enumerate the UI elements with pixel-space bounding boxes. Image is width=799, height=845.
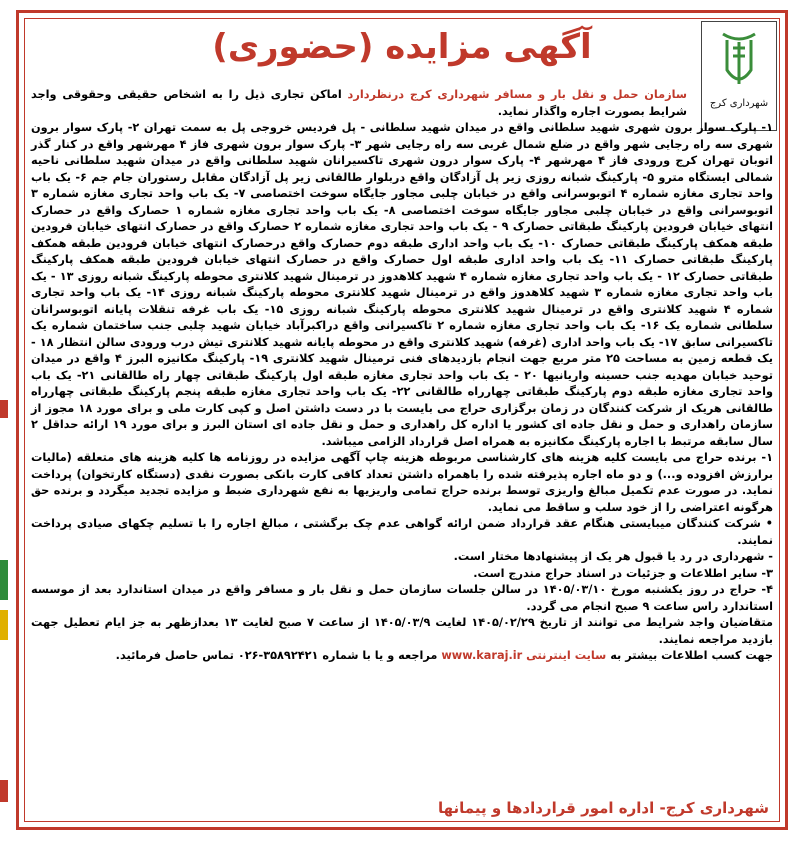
items-list: ۱- پارک سوار برون شهری شهید سلطانی واقع در میدان شهید سلطانی - پل فردیس خروجی پل به سمت تهران ۲- پارک سوار برون شهری سه راه رجایی شهر واقع در ضلع شمال غربی سه راه رجایی شهر ۳- پارک سوار برون شهری فاز ۴ مهرشهر واقع در کنار گذر اتوبان تهران کرج ورودی فاز ۴ مهرشهر ۴- پارک سوار درون شهری تاکسیرانان شهید سلطانی واقع در میدان شهید سلطانی ناحیه شمالی ایستگاه مترو ۵- پارکینگ شبانه روزی زیر پل آزادگان واقع دربلوار طالقانی زیر پل آزادگان مقابل رستوران جام جم ۶- یک باب واحد تجاری مغازه شماره ۴ اتوبوسرانی واقع در خیابان چلبی مجاور جایگاه سوخت اختصاصی ۷- یک باب واحد تجاری مغازه شماره ۳ اتوبوسرانی واقع در خیابان چلبی مجاور جایگاه سوخت اختصاصی ۸- یک باب واحد تجاری مغازه شماره ۱ حصارک واقع در حصارک انتهای خیابان فرودین پارکینگ طبقاتی حصارک ۹ - یک باب واحد تجاری مغازه شماره ۲ حصارک واقع در حصارک انتهای خیابان فرودین طبقه همکف پارکینگ طبقاتی حصارک ۱۰- یک باب واحد اداری طبقه دوم حصارک واقع درحصارک انتهای خیابان فرودین طبقه همکف پارکینگ طبقاتی حصارک ۱۱- یک باب واحد اداری طبقه اول حصارک واقع در حصارک انتهای خیابان فرودین طبقه همکف پارکینگ طبقاتی حصارک ۱۲ - یک باب واحد تجاری مغازه شماره ۴ شهید کلاهدوز در ترمینال شهید کلانتری محوطه پارکینگ شبانه روزی ۱۳ - یک باب واحد تجاری مغازه شماره ۳ شهید کلاهدوز واقع در ترمینال شهید کلانتری محوطه پارکینگ شبانه روزی ۱۴- یک باب واحد تجاری شماره ۴ شهید کلانتری واقع در ترمینال شهید کلانتری محوطه پارکینگ شبانه روزی ۱۵- یک باب غرفه تنقلات پایانه اتوبوسرانان سلطانی شماره یک ۱۶- یک باب واحد تجاری مغازه شماره ۲ تاکسیرانی واقع دراکبرآباد خیابان شهید چلبی جنب ساختمان شماره یک تاکسیرانی سابق ۱۷- یک باب واحد اداری (غرفه) شهید کلانتری واقع در محوطه پایانه شهید کلانتری تیش درب ورودی سالن انتظار ۱۸ - یک قطعه زمین به مساحت ۲۵ متر مربع جهت انجام بازدیدهای فنی ترمینال شهید کلانتری ۱۹- پارکینگ مکانیزه البرز ۴ واقع در میدان توحید خیابان مهدیه جنب حسینه واریانیها ۲۰ - یک باب واحد تجاری مغازه طبقه اول پارکینگ طبقاتی چهار راه طالقانی ۲۱- یک باب واحد تجاری مغازه طبقه دوم پارکینگ طبقاتی چهارراه طالقانی ۲۲- یک باب واحد تجاری مغازه طبقه پنجم پارکینگ طبقاتی چهارراه طالقانی هریک از شرکت کنندگان در زمان برگزاری حراج می بایست با در دست داشتن اصل و کپی کارت ملی و برای مورد ۱۸ مجوز از سازمان راهداری و حمل و نقل جاده ای کشور یا اداره کل راهداری و حمل و نقل جاده ای استان البرز و برای مورد ۱۹ ارائه حداقل ۲ سال سابقه مرتبط با اجاره پارکینگ مکانیزه به همراه اصل قرارداد الزامی میباشد.	[31, 121, 774, 448]
logo-caption: شهرداری کرج	[709, 98, 769, 109]
edge-color-mark	[0, 780, 8, 802]
karaj-municipality-logo-icon	[715, 30, 763, 92]
contact-prefix: جهت کسب اطلاعات بیشتر به	[606, 649, 773, 662]
intro-text: اماکن تجاری ذیل را به اشخاص حقیقی وحقوقی واجد شرایط بصورت اجاره واگذار نماید.	[31, 88, 687, 118]
organization-name: سازمان حمل و نقل بار و مسافر شهرداری کرج درنظردارد	[347, 88, 687, 101]
condition-1: ۱- برنده حراج می بایست کلیه هزینه های کارشناسی مربوطه هزینه چاپ آگهی مزایده در روزنامه ها کلیه هزینه های متعلقه (مالیات برارزش افزوده و...) و دو ماه اجاره پذیرفته شده را باهمراه داشتن تعداد کافی کارت بانکی بصورت نقدی (دستگاه کارتخوان) پرداخت نماید. در صورت عدم تکمیل مبالغ واریزی توسط برنده حراج تمامی واریزیها به نفع شهرداری ضبط و مزایده تجدید میگردد و برنده حق هرگونه اعتراضی را از خود سلب و ساقط می نماید.	[31, 451, 773, 514]
condition-3: - شهرداری در رد یا قبول هر یک از پیشنهادها مختار است.	[453, 550, 773, 563]
edge-color-mark	[0, 560, 8, 600]
intro-paragraph	[31, 87, 773, 120]
notice-frame	[16, 10, 788, 830]
page-edge-strip	[0, 0, 14, 845]
edge-color-mark	[0, 610, 8, 640]
edge-color-mark	[0, 400, 8, 418]
website-link[interactable]: سایت اینترنتی www.karaj.ir	[441, 649, 607, 662]
notice-title: آگهی مزایده (حضوری)	[212, 27, 592, 67]
signature: شهرداری کرج- اداره امور قراردادها و پیمانها	[437, 799, 769, 817]
condition-2: • شرکت کنندگان میبایستی هنگام عقد قرارداد ضمن ارائه گواهی عدم چک برگشتی ، مبالغ اجاره را با تسلیم چکهای صیادی پرداخت نمایند.	[31, 517, 773, 547]
contact-suffix: مراجعه و یا با شماره ۳۵۸۹۲۴۲۱-۰۲۶ تماس حاصل فرمائید.	[115, 649, 442, 662]
notice-body	[31, 87, 773, 787]
contact-line	[31, 648, 773, 665]
condition-4: ۳- سایر اطلاعات و جزئیات در اسناد حراج مندرج است.	[473, 566, 773, 580]
condition-6: متقاضیان واجد شرایط می توانند از تاریخ ۱۴۰۵/۰۲/۲۹ لغایت ۱۴۰۵/۰۳/۹ از ساعت ۷ صبح لغایت ۱۳ بعدازظهر به جز ایام تعطیل جهت بازدید مراجعه نمایند.	[31, 616, 773, 646]
condition-5: ۴- حراج در روز یکشنبه مورخ ۱۴۰۵/۰۳/۱۰ در سالن جلسات سازمان حمل و نقل بار و مسافر واقع در میدان استاندارد بعد از موسسه استاندارد راس ساعت ۹ صبح انجام می گردد.	[31, 583, 773, 613]
